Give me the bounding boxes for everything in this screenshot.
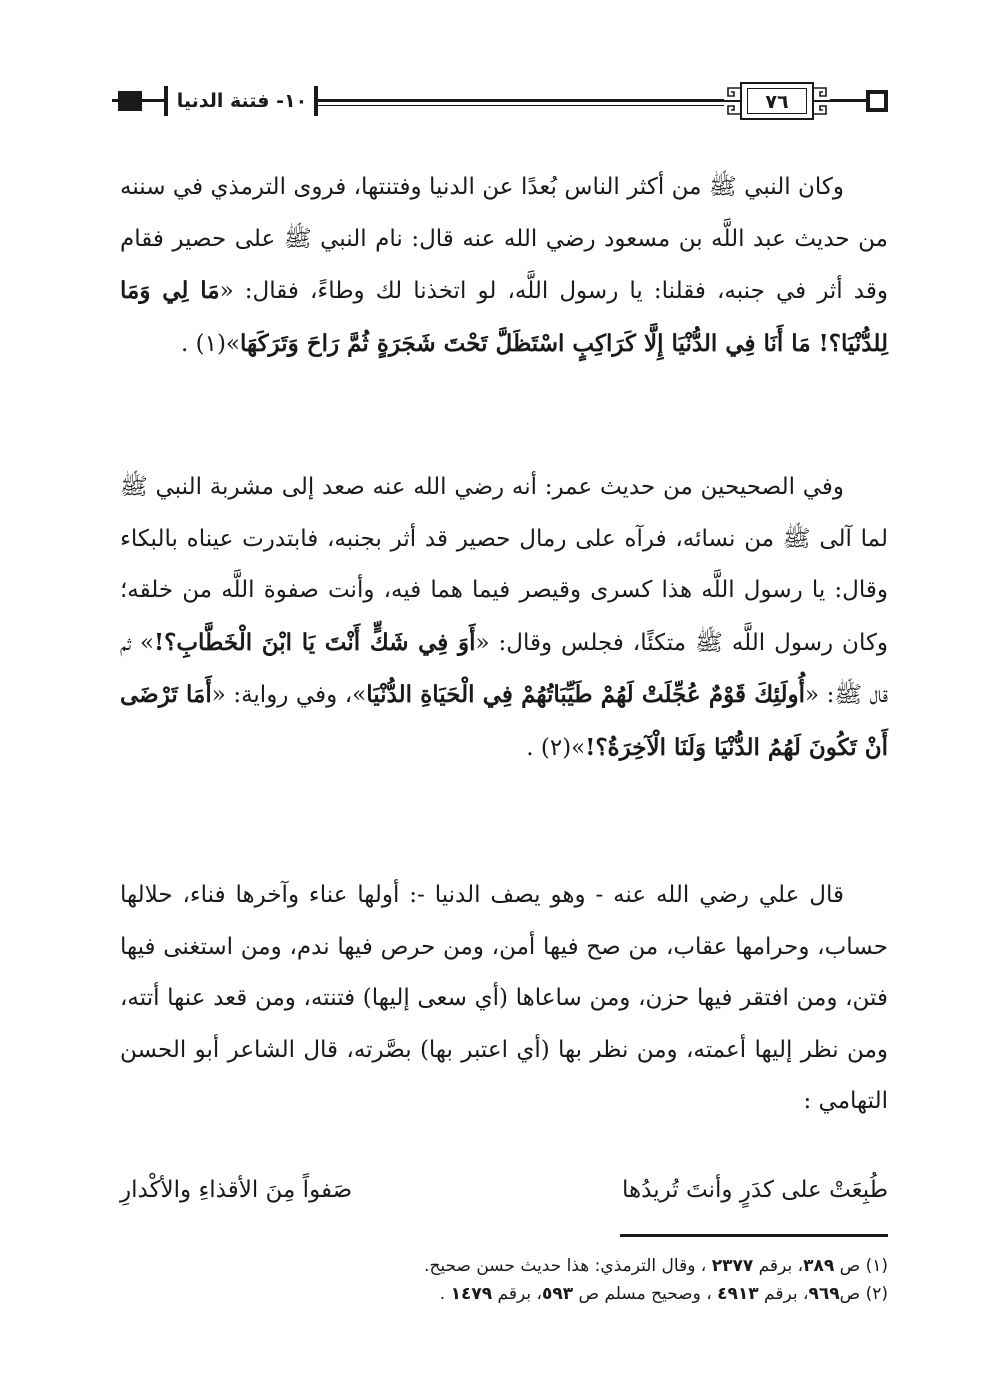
footnote-text: ، برقم — [758, 1284, 809, 1304]
running-header — [112, 80, 888, 128]
paragraph-text: »(١) . — [180, 330, 240, 357]
chapter-title: ١٠- فتنة الدنيا — [176, 90, 308, 112]
footnote-number: ٤٩١٣ — [717, 1284, 759, 1304]
verse-second-hemistich: صَفواً مِنَ الأقذاءِ والأكْدارِ — [120, 1177, 353, 1203]
footnote-page: ٥٩٣ — [541, 1284, 574, 1304]
paragraph-2 — [120, 462, 888, 774]
ornament-right-icon — [814, 84, 830, 118]
header-rule — [318, 105, 724, 106]
hadith-quote: أُولَئِكَ قَوْمٌ عُجِّلَتْ لَهُمْ طَيِّبَاتُهُمْ فِي الْحَيَاةِ الدُّنْيَا — [366, 681, 806, 708]
footnote-number: ٢٣٧٧ — [711, 1256, 754, 1276]
footnote-text: (١) ص — [834, 1256, 888, 1276]
header-filled-square — [118, 91, 142, 111]
footnote-page: ٣٨٩ — [803, 1256, 835, 1276]
footnote-1 — [120, 1253, 888, 1279]
poetry-verse — [120, 1164, 888, 1216]
footnote-text: ، برقم — [492, 1284, 542, 1304]
paragraph-1 — [120, 162, 888, 370]
paragraph-3 — [120, 870, 888, 1128]
ornament-left-icon — [724, 84, 740, 118]
paragraph-text: » ثم قال ﷺ: « — [120, 629, 888, 708]
hadith-quote: أَمَا تَرْضَى أَنْ تَكُونَ لَهُمُ الدُّنْيَا وَلَنَا الْآخِرَةُ؟! — [120, 681, 888, 761]
verse-first-hemistich: طُبِعَتْ على كدَرٍ وأنتَ تُريدُها — [622, 1177, 888, 1203]
hadith-quote: مَا لِي وَمَا لِلدُّنْيَا؟! مَا أَنَا فِي الدُّنْيَا إِلَّا كَرَاكِبٍ اسْتَظَلَّ تَحْتَ شَجَرَةٍ ثُمَّ رَاحَ وَتَرَكَهَا — [120, 277, 888, 357]
footnote-number: ١٤٧٩ — [450, 1284, 493, 1304]
header-rule — [318, 99, 724, 102]
footnote-text: (٢) ص — [839, 1284, 888, 1304]
page-number: ٧٦ — [747, 88, 807, 114]
footnote-text: ، برقم — [753, 1256, 804, 1276]
footnote-text: ، وقال الترمذي: هذا حديث حسن صحيح. — [424, 1256, 712, 1276]
paragraph-text: »(٢) . — [526, 734, 586, 761]
paragraph-text: وكان النبي ﷺ من أكثر الناس بُعدًا عن الدنيا وفتنتها، فروى الترمذي في سننه من حديث عبد اللَّه بن مسعود رضي الله عنه قال: نام النبي ﷺ على حصير فقام وقد أثر في جنبه، فقلنا: يا رسول اللَّه، لو اتخذنا لك وطاءً، فقال: « — [120, 174, 888, 304]
footnote-2 — [120, 1281, 888, 1307]
header-hollow-square — [866, 90, 888, 112]
header-rule — [830, 99, 870, 102]
footnote-separator — [620, 1234, 888, 1237]
footnote-text: ، وصحيح مسلم ص — [573, 1284, 718, 1304]
header-bar — [164, 86, 168, 116]
header-bar — [314, 86, 318, 116]
paragraph-text: قال علي رضي الله عنه - وهو يصف الدنيا -: أولها عناء وآخرها فناء، حلالها حساب، وحرامها عقاب، من صح فيها أمن، ومن حرص فيها ندم، ومن استغنى فيها فتن، ومن افتقر فيها حزن، ومن ساعاها (أي سعى إليها) فتنته، ومن قعد عنها أتته، ومن نظر إليها أعمته، ومن نظر بها (أي اعتبر بها) بصَّرته، قال الشاعر أبو الحسن التهامي : — [120, 882, 888, 1114]
footnote-text: . — [439, 1284, 451, 1304]
paragraph-text: »، وفي رواية: « — [211, 682, 367, 708]
paragraph-text: وفي الصحيحين من حديث عمر: أنه رضي الله عنه صعد إلى مشربة النبي ﷺ لما آلى ﷺ من نسائه، فرآه على رمال حصير قد أثر بجنبه، فابتدرت عيناه بالبكاء وقال: يا رسول اللَّه هذا كسرى وقيصر فيما هما فيه، وأنت صفوة اللَّه من خلقه؛ وكان رسول اللَّه ﷺ متكئًا، فجلس وقال: « — [120, 474, 889, 656]
page-number-box — [740, 82, 814, 120]
hadith-quote: أَوَ فِي شَكٍّ أَنْتَ يَا ابْنَ الْخَطَّابِ؟! — [154, 628, 476, 656]
footnote-page: ٩٦٩ — [808, 1284, 840, 1304]
